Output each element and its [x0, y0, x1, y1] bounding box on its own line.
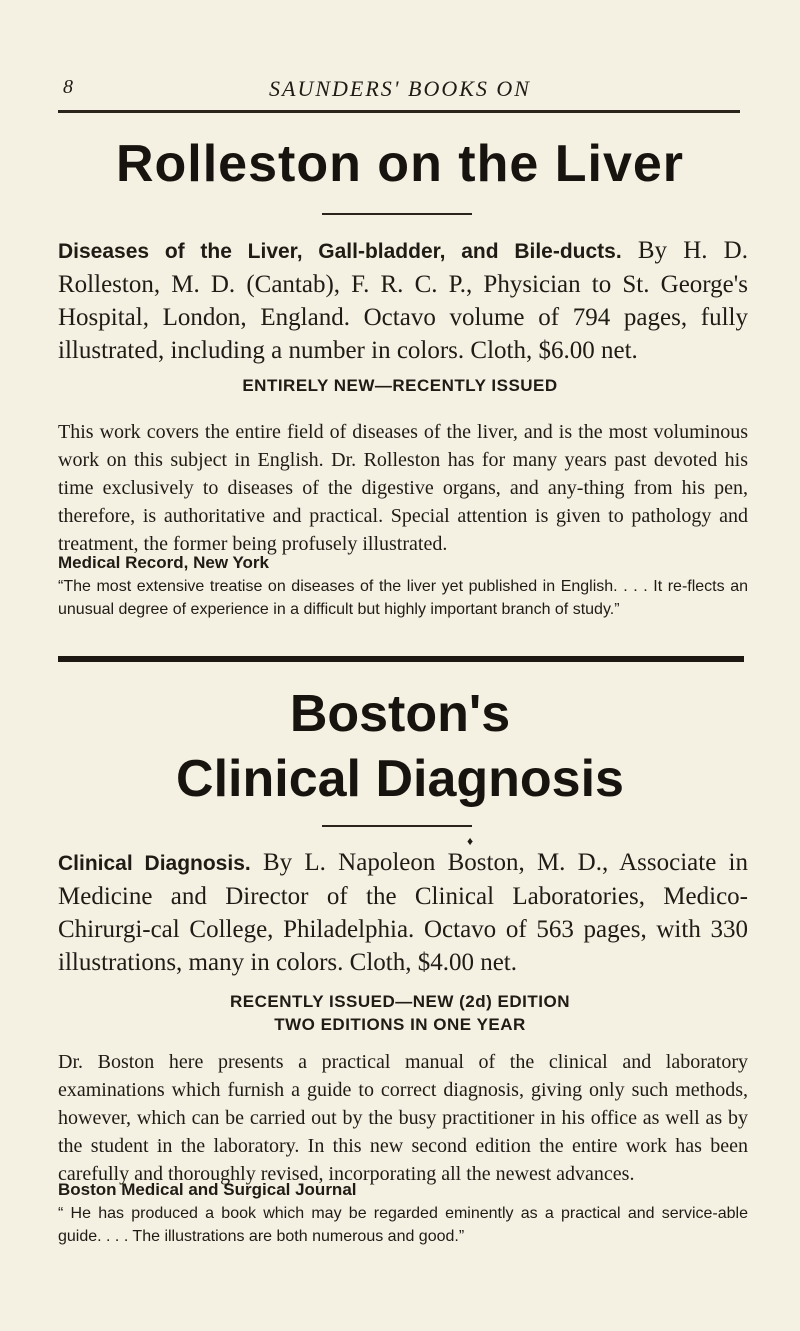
book1-review-source: Medical Record, New York [58, 553, 269, 572]
book2-review-quote: “ He has produced a book which may be regarded eminently as a practical and service-able guide. . . . The illustrations are both numerous and good.” [58, 1205, 748, 1245]
book1-title-rule [322, 213, 472, 215]
header-rule [58, 110, 740, 113]
ornament-icon: ♦ [467, 834, 474, 848]
book1-banner: ENTIRELY NEW—RECENTLY ISSUED [242, 376, 558, 395]
book1-description-block [58, 234, 748, 367]
book2-description-block [58, 846, 748, 979]
book2-review-source: Boston Medical and Surgical Journal [58, 1180, 357, 1199]
section-divider [58, 656, 744, 662]
book2-title-line1: Boston's [289, 685, 511, 743]
book2-banner-line1: RECENTLY ISSUED—NEW (2d) EDITION [230, 992, 570, 1011]
book1-title: Rolleston on the Liver [115, 135, 685, 193]
book2-body: Dr. Boston here presents a practical manual of the clinical and laboratory examinations which furnish a guide to correct diagnosis, giving only such methods, however, which can be carried out by the busy practitioner in his office as well as by the student in the laboratory. In this new second edition the entire work has been carefully and thoroughly revised, incorporating all the newest advances. [58, 1051, 748, 1185]
book2-banner [0, 990, 800, 1036]
book1-review-quote: “The most extensive treatise on diseases of the liver yet published in English. . . . It re-flects an unusual degree of experience in a difficult but highly important branch of study.” [58, 578, 748, 618]
book2-description: By L. Napoleon Boston, M. D., Associate in Medicine and Director of the Clinical Laboratories, Medico-Chirurgi-cal College, Philadelphia. Octavo of 563 pages, with 330 illustrations, many in colors. Cloth, $4.00 net. [58, 849, 748, 976]
page-number: 8 [63, 76, 73, 98]
book1-body: This work covers the entire field of diseases of the liver, and is the most voluminous work on this subject in English. Dr. Rolleston has for many years past devoted his time exclusively to diseases of the digestive organs, and any-thing from his pen, therefore, is authoritative and practical. Special attention is given to pathology and treatment, the former being profusely illustrated. [58, 421, 748, 555]
book1-description: By H. D. Rolleston, M. D. (Cantab), F. R. C. P., Physician to St. George's Hospital, London, England. Octavo volume of 794 pages, fully illustrated, including a number in colors. Cloth, $6.00 net. [58, 237, 748, 364]
book2-lead: Clinical Diagnosis. [58, 852, 251, 875]
book1-lead: Diseases of the Liver, Gall-bladder, and Bile-ducts. [58, 240, 622, 263]
book2-banner-line2: TWO EDITIONS IN ONE YEAR [274, 1015, 526, 1034]
running-title: SAUNDERS' BOOKS ON [269, 76, 531, 101]
book2-title-rule [322, 825, 472, 827]
book2-title-line2: Clinical Diagnosis [176, 750, 624, 808]
